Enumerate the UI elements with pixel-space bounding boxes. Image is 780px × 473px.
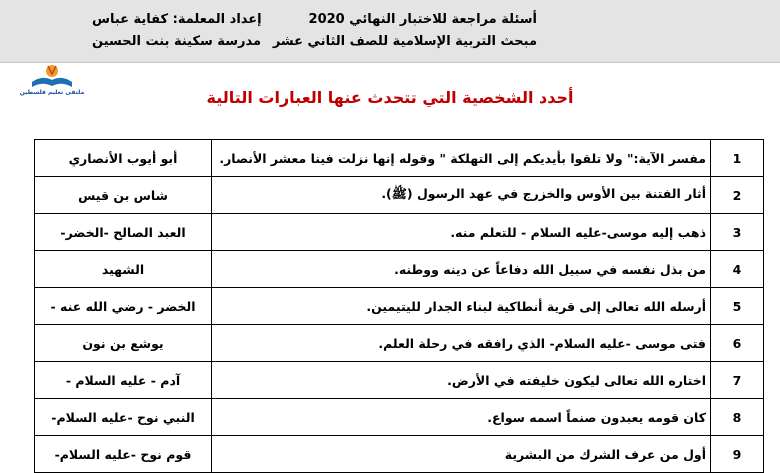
row-number: 6: [711, 325, 764, 362]
subject-line: مبحث التربية الإسلامية للصف الثاني عشر: [272, 34, 537, 49]
row-number: 5: [711, 288, 764, 325]
statement-cell: من بذل نفسه في سبيل الله دفاعاً عن دينه ووطنه.: [212, 251, 711, 288]
prepared-by: إعداد المعلمة: كفاية عباس: [92, 12, 262, 27]
answer-cell: قوم نوح -عليه السلام-: [35, 436, 212, 473]
answer-cell: شاس بن قيس: [35, 177, 212, 214]
logo-caption: ملتقى تعليم فلسطين: [19, 89, 85, 96]
answer-cell: يوشع بن نون: [35, 325, 212, 362]
statement-cell: اختاره الله تعالى ليكون خليفته في الأرض.: [212, 362, 711, 399]
answer-cell: الشهيد: [35, 251, 212, 288]
row-number: 7: [711, 362, 764, 399]
statement-cell: ذهب إليه موسى-عليه السلام - للتعلم منه.: [212, 214, 711, 251]
statement-cell: كان قومه يعبدون صنماً اسمه سواع.: [212, 399, 711, 436]
answer-cell: أبو أيوب الأنصاري: [35, 140, 212, 177]
table-row: [35, 214, 764, 251]
table-row: [35, 436, 764, 473]
table-row: [35, 362, 764, 399]
statement-cell: أول من عرف الشرك من البشرية: [212, 436, 711, 473]
table-row: [35, 399, 764, 436]
row-number: 4: [711, 251, 764, 288]
statement-cell: فتى موسى -عليه السلام- الذي رافقه في رحلة العلم.: [212, 325, 711, 362]
table-row: [35, 325, 764, 362]
question-title: أحدد الشخصية التي تتحدث عنها العبارات التالية: [206, 88, 574, 107]
statement-cell: أرسله الله تعالى إلى قرية أنطاكية لبناء الجدار لليتيمين.: [212, 288, 711, 325]
school-name: مدرسة سكينة بنت الحسين: [92, 34, 262, 49]
answer-cell: الخضر - رضي الله عنه -: [35, 288, 212, 325]
questions-table: [34, 139, 764, 473]
answer-cell: العبد الصالح -الخضر-: [35, 214, 212, 251]
page-header: [0, 0, 780, 63]
row-number: 8: [711, 399, 764, 436]
row-number: 2: [711, 177, 764, 214]
table-row: [35, 177, 764, 214]
answer-cell: آدم - عليه السلام -: [35, 362, 212, 399]
exam-title: أسئلة مراجعة للاختبار النهائي 2020: [308, 12, 537, 27]
row-number: 9: [711, 436, 764, 473]
answer-cell: النبي نوح -عليه السلام-: [35, 399, 212, 436]
row-number: 1: [711, 140, 764, 177]
table-row: [35, 140, 764, 177]
row-number: 3: [711, 214, 764, 251]
statement-cell: مفسر الآية:" ولا تلقوا بأيديكم إلى التهلكة " وقوله إنها نزلت فينا معشر الأنصار.: [212, 140, 711, 177]
statement-cell: أثار الفتنة بين الأوس والخزرج في عهد الرسول (ﷺ).: [212, 177, 711, 214]
table-row: [35, 288, 764, 325]
table-row: [35, 251, 764, 288]
